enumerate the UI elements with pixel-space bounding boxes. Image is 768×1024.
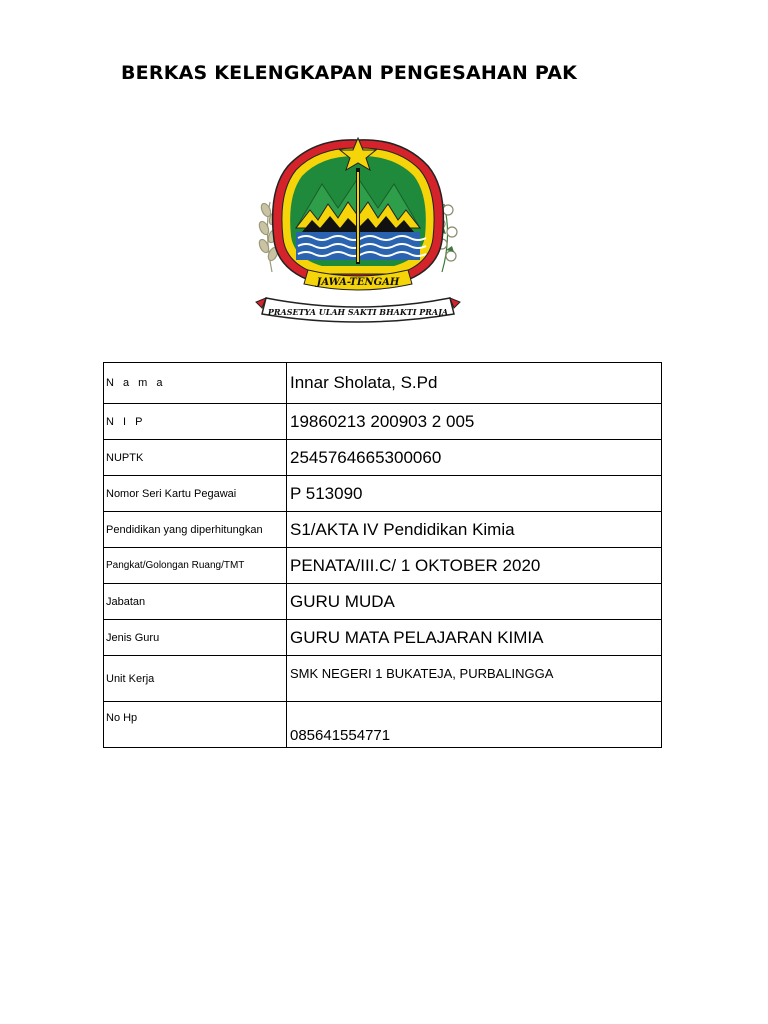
- row-value: 19860213 200903 2 005: [287, 404, 662, 440]
- row-value: Innar Sholata, S.Pd: [287, 363, 662, 404]
- emblem-motto-text: PRASETYA ULAH SAKTI BHAKTI PRAJA: [267, 307, 449, 317]
- row-label: Jenis Guru: [104, 620, 287, 656]
- row-value: S1/AKTA IV Pendidikan Kimia: [287, 512, 662, 548]
- table-row: [104, 656, 662, 702]
- data-table: [103, 362, 662, 748]
- page-title: BERKAS KELENGKAPAN PENGESAHAN PAK: [121, 62, 578, 84]
- table-row: [104, 702, 662, 748]
- row-value: SMK NEGERI 1 BUKATEJA, PURBALINGGA: [287, 656, 662, 702]
- table-row: [104, 584, 662, 620]
- row-value: GURU MATA PELAJARAN KIMIA: [287, 620, 662, 656]
- table-row: [104, 512, 662, 548]
- jawa-tengah-emblem: [252, 132, 464, 328]
- table-row: [104, 476, 662, 512]
- row-label: N I P: [104, 404, 287, 440]
- row-label: N a m a: [104, 363, 287, 404]
- row-value: P 513090: [287, 476, 662, 512]
- row-label: Pendidikan yang diperhitungkan: [104, 512, 287, 548]
- row-label: Nomor Seri Kartu Pegawai: [104, 476, 287, 512]
- table-row: [104, 440, 662, 476]
- table-row: [104, 404, 662, 440]
- table-row: [104, 548, 662, 584]
- table-row: [104, 620, 662, 656]
- emblem-ribbon-text: JAWA-TENGAH: [316, 277, 400, 288]
- row-label: No Hp: [104, 702, 287, 748]
- row-label: NUPTK: [104, 440, 287, 476]
- row-label: Unit Kerja: [104, 656, 287, 702]
- row-value: 2545764665300060: [287, 440, 662, 476]
- row-value: 085641554771: [287, 702, 662, 748]
- row-label: Jabatan: [104, 584, 287, 620]
- row-value: GURU MUDA: [287, 584, 662, 620]
- table-row: [104, 363, 662, 404]
- row-value: PENATA/III.C/ 1 OKTOBER 2020: [287, 548, 662, 584]
- row-label: Pangkat/Golongan Ruang/TMT: [104, 548, 287, 584]
